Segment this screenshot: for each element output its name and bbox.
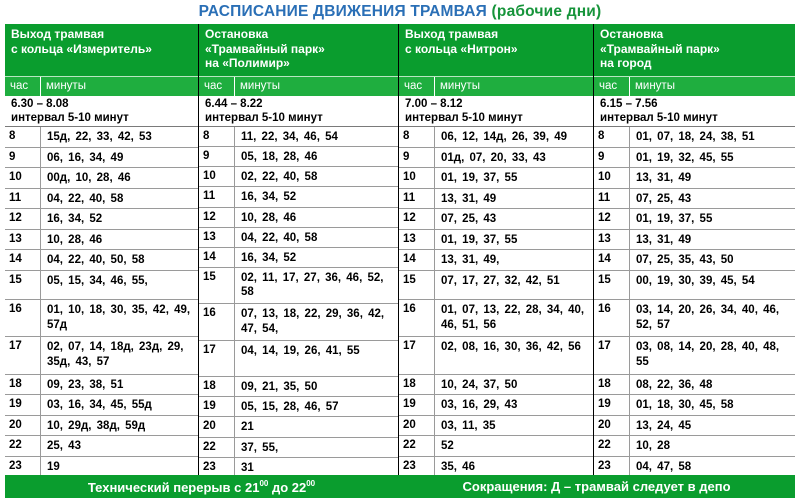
table-row	[5, 271, 198, 300]
minutes-cell: 02, 07, 14, 18д, 23д, 29, 35д, 43, 57	[47, 341, 184, 368]
route-block	[198, 24, 398, 498]
hour-cell: 10	[399, 168, 435, 188]
minutes-cell: 03, 16, 29, 43	[441, 399, 518, 412]
hour-cell: 10	[5, 168, 41, 188]
minutes-cell: 03, 14, 20, 26, 34, 40, 46, 52, 57	[636, 304, 780, 331]
minutes-cell: 07, 17, 27, 32, 42, 51	[441, 274, 560, 287]
column-header-row	[199, 76, 398, 96]
technical-break-note: Технический перерыв с $21^{00}$ до $22^{00}$	[87, 478, 316, 495]
table-row	[399, 148, 593, 169]
hour-cell: 8	[5, 127, 41, 147]
minutes-cell: 10, 29д, 38д, 59д	[47, 419, 146, 432]
hour-cell: 23	[399, 457, 435, 477]
minutes-cell: 04, 22, 40, 58	[47, 192, 124, 205]
minutes-cell: 05, 18, 28, 46	[241, 151, 318, 164]
minutes-cell: 16, 34, 52	[47, 213, 103, 226]
minutes-cell: 35, 46	[441, 460, 475, 473]
schedule-rows	[199, 127, 398, 498]
minutes-cell: 07, 13, 18, 22, 29, 36, 42, 47, 54,	[241, 308, 385, 335]
hour-cell: 16	[5, 300, 41, 336]
hour-cell: 16	[399, 300, 435, 336]
hour-cell: 13	[594, 230, 630, 250]
minutes-cell: 05, 15, 28, 46, 57	[241, 401, 339, 414]
hour-cell: 16	[594, 300, 630, 336]
minutes-cell: 04, 22, 40, 50, 58	[47, 254, 145, 267]
table-row	[5, 436, 198, 457]
hour-cell: 20	[5, 416, 41, 436]
minutes-cell: 01, 19, 37, 55	[636, 213, 713, 226]
hour-cell: 19	[5, 395, 41, 415]
minutes-cell: 01, 18, 30, 45, 58	[636, 399, 734, 412]
table-row	[594, 209, 795, 230]
hour-cell: 8	[199, 127, 235, 146]
hour-cell: 18	[594, 375, 630, 395]
minutes-column-header: минуты	[440, 80, 480, 92]
table-row	[594, 271, 795, 300]
hour-cell: 13	[5, 230, 41, 250]
interval-note: 6.15 – 7.56 интервал 5-10 минут	[594, 96, 795, 127]
table-row	[199, 208, 398, 228]
minutes-cell: 00д, 10, 28, 46	[47, 172, 131, 185]
table-row	[5, 375, 198, 396]
minutes-cell: 37, 55,	[241, 441, 279, 454]
route-heading: Выход трамвая с кольца «Измеритель»	[5, 24, 198, 76]
table-row	[594, 189, 795, 210]
hour-cell: 22	[399, 436, 435, 456]
minutes-cell: 01, 19, 32, 45, 55	[636, 151, 734, 164]
table-row	[399, 271, 593, 300]
schedule-rows	[399, 127, 593, 498]
hour-cell: 22	[199, 438, 235, 457]
hour-cell: 15	[5, 271, 41, 299]
table-row	[594, 375, 795, 396]
hour-cell: 20	[594, 416, 630, 436]
schedule-rows	[5, 127, 198, 498]
hour-cell: 14	[199, 248, 235, 267]
table-row	[5, 148, 198, 169]
minutes-cell: 16, 34, 52	[241, 191, 297, 204]
table-row	[199, 417, 398, 437]
minutes-cell: 13, 24, 45	[636, 419, 692, 432]
hour-cell: 20	[399, 416, 435, 436]
interval-note: 6.30 – 8.08 интервал 5-10 минут	[5, 96, 198, 127]
hour-cell: 10	[594, 168, 630, 188]
minutes-cell: 03, 08, 14, 20, 28, 40, 48, 55	[636, 341, 780, 368]
table-row	[594, 300, 795, 337]
minutes-column-header: минуты	[46, 80, 86, 92]
column-header-row	[594, 76, 795, 96]
table-row	[199, 187, 398, 207]
table-row	[5, 250, 198, 271]
hour-cell: 11	[199, 187, 235, 206]
hour-cell: 13	[199, 228, 235, 247]
schedule-table	[5, 24, 795, 498]
hour-cell: 8	[399, 127, 435, 147]
hour-cell: 9	[199, 147, 235, 166]
minutes-cell: 10, 28	[636, 440, 670, 453]
hour-cell: 8	[594, 127, 630, 147]
column-header-row	[5, 76, 198, 96]
table-row	[5, 416, 198, 437]
hour-cell: 9	[5, 148, 41, 168]
minutes-cell: 31	[241, 461, 254, 474]
minutes-cell: 52	[441, 440, 454, 453]
table-row	[594, 250, 795, 271]
hour-cell: 16	[199, 304, 235, 339]
table-row	[594, 416, 795, 437]
minutes-cell: 09, 21, 35, 50	[241, 381, 318, 394]
hour-column-header: час	[399, 77, 435, 96]
hour-cell: 12	[594, 209, 630, 229]
table-row	[5, 300, 198, 337]
hour-cell: 12	[399, 209, 435, 229]
table-row	[399, 300, 593, 337]
table-row	[5, 127, 198, 148]
table-row	[199, 248, 398, 268]
table-row	[199, 147, 398, 167]
hour-cell: 18	[5, 375, 41, 395]
table-row	[594, 168, 795, 189]
minutes-cell: 06, 16, 34, 49	[47, 151, 124, 164]
schedule-title	[0, 0, 800, 24]
table-row	[199, 377, 398, 397]
hour-column-header: час	[5, 77, 41, 96]
hour-cell: 10	[199, 167, 235, 186]
footer-bar	[5, 475, 795, 498]
minutes-cell: 05, 15, 34, 46, 55,	[47, 274, 148, 287]
hour-column-header: час	[199, 77, 235, 96]
table-row	[5, 168, 198, 189]
table-row	[199, 438, 398, 458]
hour-cell: 12	[199, 208, 235, 227]
table-row	[399, 416, 593, 437]
hour-cell: 9	[399, 148, 435, 168]
hour-cell: 15	[199, 268, 235, 303]
minutes-cell: 13, 31, 49	[441, 192, 497, 205]
table-row	[594, 230, 795, 251]
route-block	[593, 24, 795, 498]
interval-note: 7.00 – 8.12 интервал 5-10 минут	[399, 96, 593, 127]
table-row	[594, 436, 795, 457]
minutes-cell: 16, 34, 52	[241, 251, 297, 264]
minutes-cell: 04, 47, 58	[636, 460, 692, 473]
minutes-cell: 25, 43	[47, 440, 81, 453]
hour-cell: 22	[5, 436, 41, 456]
table-row	[5, 395, 198, 416]
hour-cell: 19	[399, 395, 435, 415]
hour-cell: 18	[399, 375, 435, 395]
abbreviations-note: Сокращения: Д – трамвай следует в депо	[462, 479, 731, 494]
table-row	[199, 127, 398, 147]
table-row	[5, 189, 198, 210]
hour-cell: 19	[594, 395, 630, 415]
minutes-cell: 01, 19, 37, 55	[441, 233, 518, 246]
route-block	[398, 24, 593, 498]
table-row	[594, 148, 795, 169]
hour-cell: 15	[399, 271, 435, 299]
minutes-cell: 11, 22, 34, 46, 54	[241, 131, 338, 143]
hour-cell: 23	[5, 457, 41, 477]
table-row	[399, 230, 593, 251]
minutes-cell: 01, 19, 37, 55	[441, 172, 518, 185]
minutes-cell: 00, 19, 30, 39, 45, 54	[636, 274, 755, 287]
table-row	[399, 168, 593, 189]
hour-cell: 23	[594, 457, 630, 477]
hour-cell: 20	[199, 417, 235, 436]
table-row	[399, 250, 593, 271]
minutes-cell: 07, 25, 43	[636, 192, 692, 205]
route-heading: Выход трамвая с кольца «Нитрон»	[399, 24, 593, 76]
minutes-cell: 02, 08, 16, 30, 36, 42, 56	[441, 341, 581, 354]
hour-cell: 18	[199, 377, 235, 396]
table-row	[399, 375, 593, 396]
minutes-cell: 06, 12, 14д, 26, 39, 49	[441, 131, 567, 143]
table-row	[5, 337, 198, 374]
hour-cell: 11	[399, 189, 435, 209]
minutes-cell: 10, 28, 46	[47, 233, 103, 246]
hour-cell: 17	[594, 337, 630, 373]
table-row	[399, 189, 593, 210]
minutes-cell: 04, 22, 40, 58	[241, 231, 318, 244]
minutes-cell: 02, 22, 40, 58	[241, 171, 318, 184]
hour-cell: 9	[594, 148, 630, 168]
minutes-cell: 15д, 22, 33, 42, 53	[47, 131, 152, 143]
interval-note: 6.44 – 8.22 интервал 5-10 минут	[199, 96, 398, 127]
hour-cell: 17	[399, 337, 435, 373]
minutes-column-header: минуты	[240, 80, 280, 92]
table-row	[5, 209, 198, 230]
hour-cell: 22	[594, 436, 630, 456]
table-row	[199, 397, 398, 417]
schedule-rows	[594, 127, 795, 498]
minutes-cell: 03, 16, 34, 45, 55д	[47, 399, 152, 412]
hour-column-header: час	[594, 77, 630, 96]
table-row	[594, 127, 795, 148]
minutes-cell: 10, 24, 37, 50	[441, 378, 518, 391]
minutes-cell: 09, 23, 38, 51	[47, 378, 124, 391]
table-row	[399, 395, 593, 416]
minutes-cell: 01, 07, 13, 22, 28, 34, 40, 46, 51, 56	[441, 304, 585, 331]
table-row	[199, 268, 398, 304]
table-row	[594, 395, 795, 416]
table-row	[594, 337, 795, 374]
minutes-cell: 19	[47, 460, 60, 473]
minutes-cell: 21	[241, 421, 254, 434]
minutes-cell: 10, 28, 46	[241, 211, 297, 224]
minutes-cell: 13, 31, 49,	[441, 254, 500, 267]
hour-cell: 14	[594, 250, 630, 270]
route-block	[5, 24, 198, 498]
table-row	[399, 209, 593, 230]
minutes-column-header: минуты	[635, 80, 675, 92]
column-header-row	[399, 76, 593, 96]
table-row	[199, 341, 398, 377]
minutes-cell: 07, 25, 43	[441, 213, 497, 226]
title-main: РАСПИСАНИЕ ДВИЖЕНИЯ ТРАМВАЯ	[198, 3, 488, 20]
hour-cell: 17	[199, 341, 235, 376]
table-row	[199, 304, 398, 340]
table-row	[199, 167, 398, 187]
minutes-cell: 02, 11, 17, 27, 36, 46, 52, 58	[241, 271, 384, 299]
hour-cell: 14	[399, 250, 435, 270]
hour-cell: 11	[5, 189, 41, 209]
table-row	[399, 127, 593, 148]
hour-cell: 17	[5, 337, 41, 373]
minutes-cell: 13, 31, 49	[636, 233, 692, 246]
minutes-cell: 03, 11, 35	[441, 419, 496, 432]
hour-cell: 19	[199, 397, 235, 416]
route-heading: Остановка «Трамвайный парк» на «Полимир»	[199, 24, 398, 76]
hour-cell: 11	[594, 189, 630, 209]
minutes-cell: 07, 25, 35, 43, 50	[636, 254, 734, 267]
hour-cell: 12	[5, 209, 41, 229]
hour-cell: 14	[5, 250, 41, 270]
table-row	[199, 228, 398, 248]
hour-cell: 13	[399, 230, 435, 250]
table-row	[5, 230, 198, 251]
title-subtitle: (рабочие дни)	[491, 3, 602, 20]
minutes-cell: 01, 07, 18, 24, 38, 51	[636, 131, 755, 143]
minutes-cell: 13, 31, 49	[636, 172, 692, 185]
table-row	[399, 337, 593, 374]
table-row	[399, 436, 593, 457]
minutes-cell: 01, 10, 18, 30, 35, 42, 49, 57д	[47, 304, 191, 331]
minutes-cell: 04, 14, 19, 26, 41, 55	[241, 344, 360, 357]
hour-cell: 23	[199, 458, 235, 477]
hour-cell: 15	[594, 271, 630, 299]
minutes-cell: 01д, 07, 20, 33, 43	[441, 151, 546, 164]
route-heading: Остановка «Трамвайный парк» на город	[594, 24, 795, 76]
minutes-cell: 08, 22, 36, 48	[636, 378, 713, 391]
